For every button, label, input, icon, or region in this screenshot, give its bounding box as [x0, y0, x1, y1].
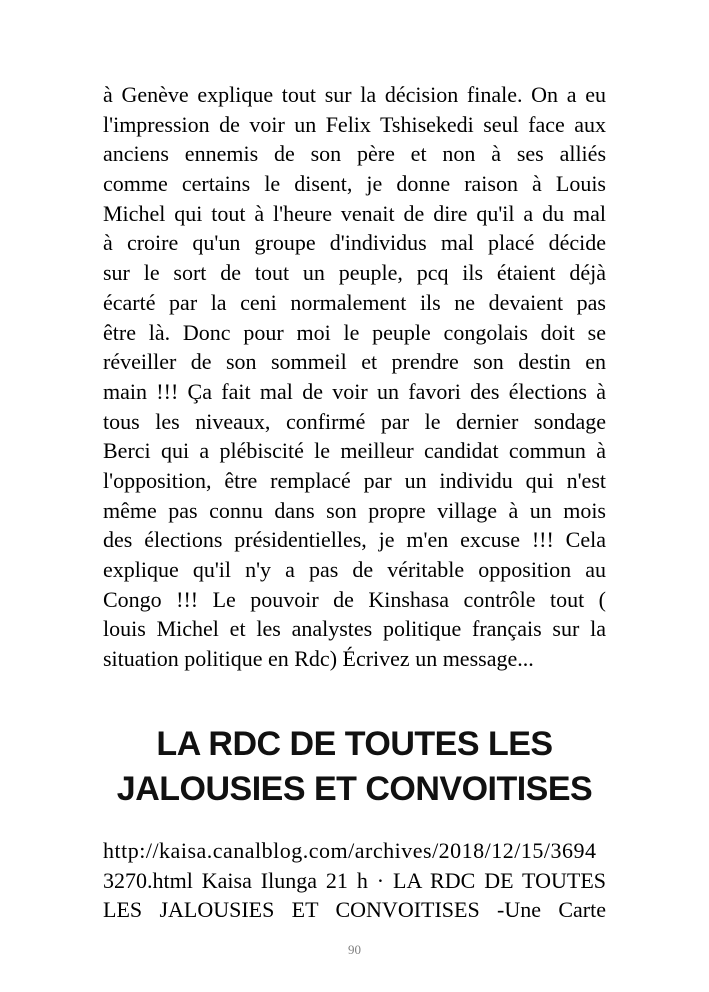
url-paragraph — [103, 836, 606, 925]
page-number: 90 — [348, 942, 361, 957]
text-line: l'impression de voir un Felix Tshisekedi seul face aux — [103, 111, 606, 137]
text-line: écarté par la ceni normalement ils ne devaient pas — [103, 289, 606, 315]
section-heading-line: JALOUSIES ET CONVOITISES — [116, 770, 593, 808]
url-text-line: http://kaisa.canalblog.com/archives/2018/12/15/3694 — [103, 838, 597, 863]
section-heading-line: LA RDC DE TOUTES LES — [156, 725, 553, 763]
text-line: explique qu'il n'y a pas de véritable opposition au — [103, 557, 606, 582]
text-line: anciens ennemis de son père et non à ses alliés — [103, 141, 606, 167]
text-line: LES JALOUSIES ET CONVOITISES -Une Carte — [103, 897, 606, 923]
text-line: Berci qui a plébiscité le meilleur candidat commun à — [103, 438, 606, 464]
body-paragraph — [103, 80, 606, 674]
text-line: l'opposition, être remplacé par un individu qui n'est — [103, 467, 606, 493]
text-line: tous les niveaux, confirmé par le dernier sondage — [103, 408, 606, 434]
section-heading — [103, 722, 606, 812]
text-line: situation politique en Rdc) Écrivez un message... — [103, 646, 534, 672]
text-line: réveiller de son sommeil et prendre son destin en — [103, 349, 606, 375]
text-line: 3270.html Kaisa Ilunga 21 h · LA RDC DE TOUTES — [103, 867, 606, 893]
text-line: des élections présidentielles, je m'en excuse !!! Cela — [103, 527, 606, 553]
text-line: sur le sort de tout un peuple, pcq ils étaient déjà — [103, 260, 606, 286]
text-line: même pas connu dans son propre village à un mois — [103, 497, 606, 523]
text-line: être là. Donc pour moi le peuple congolais doit se — [103, 319, 606, 345]
text-line: comme certains le disent, je donne raison à Louis — [103, 171, 606, 197]
text-line: main !!! Ça fait mal de voir un favori des élections à — [103, 378, 606, 404]
text-line: Congo !!! Le pouvoir de Kinshasa contrôle tout ( — [103, 586, 606, 612]
text-line: louis Michel et les analystes politique français sur la — [103, 616, 606, 642]
text-line: à Genève explique tout sur la décision finale. On a eu — [103, 82, 606, 107]
text-line: Michel qui tout à l'heure venait de dire qu'il a du mal — [103, 200, 606, 226]
text-line: à croire qu'un groupe d'individus mal placé décide — [103, 230, 606, 256]
